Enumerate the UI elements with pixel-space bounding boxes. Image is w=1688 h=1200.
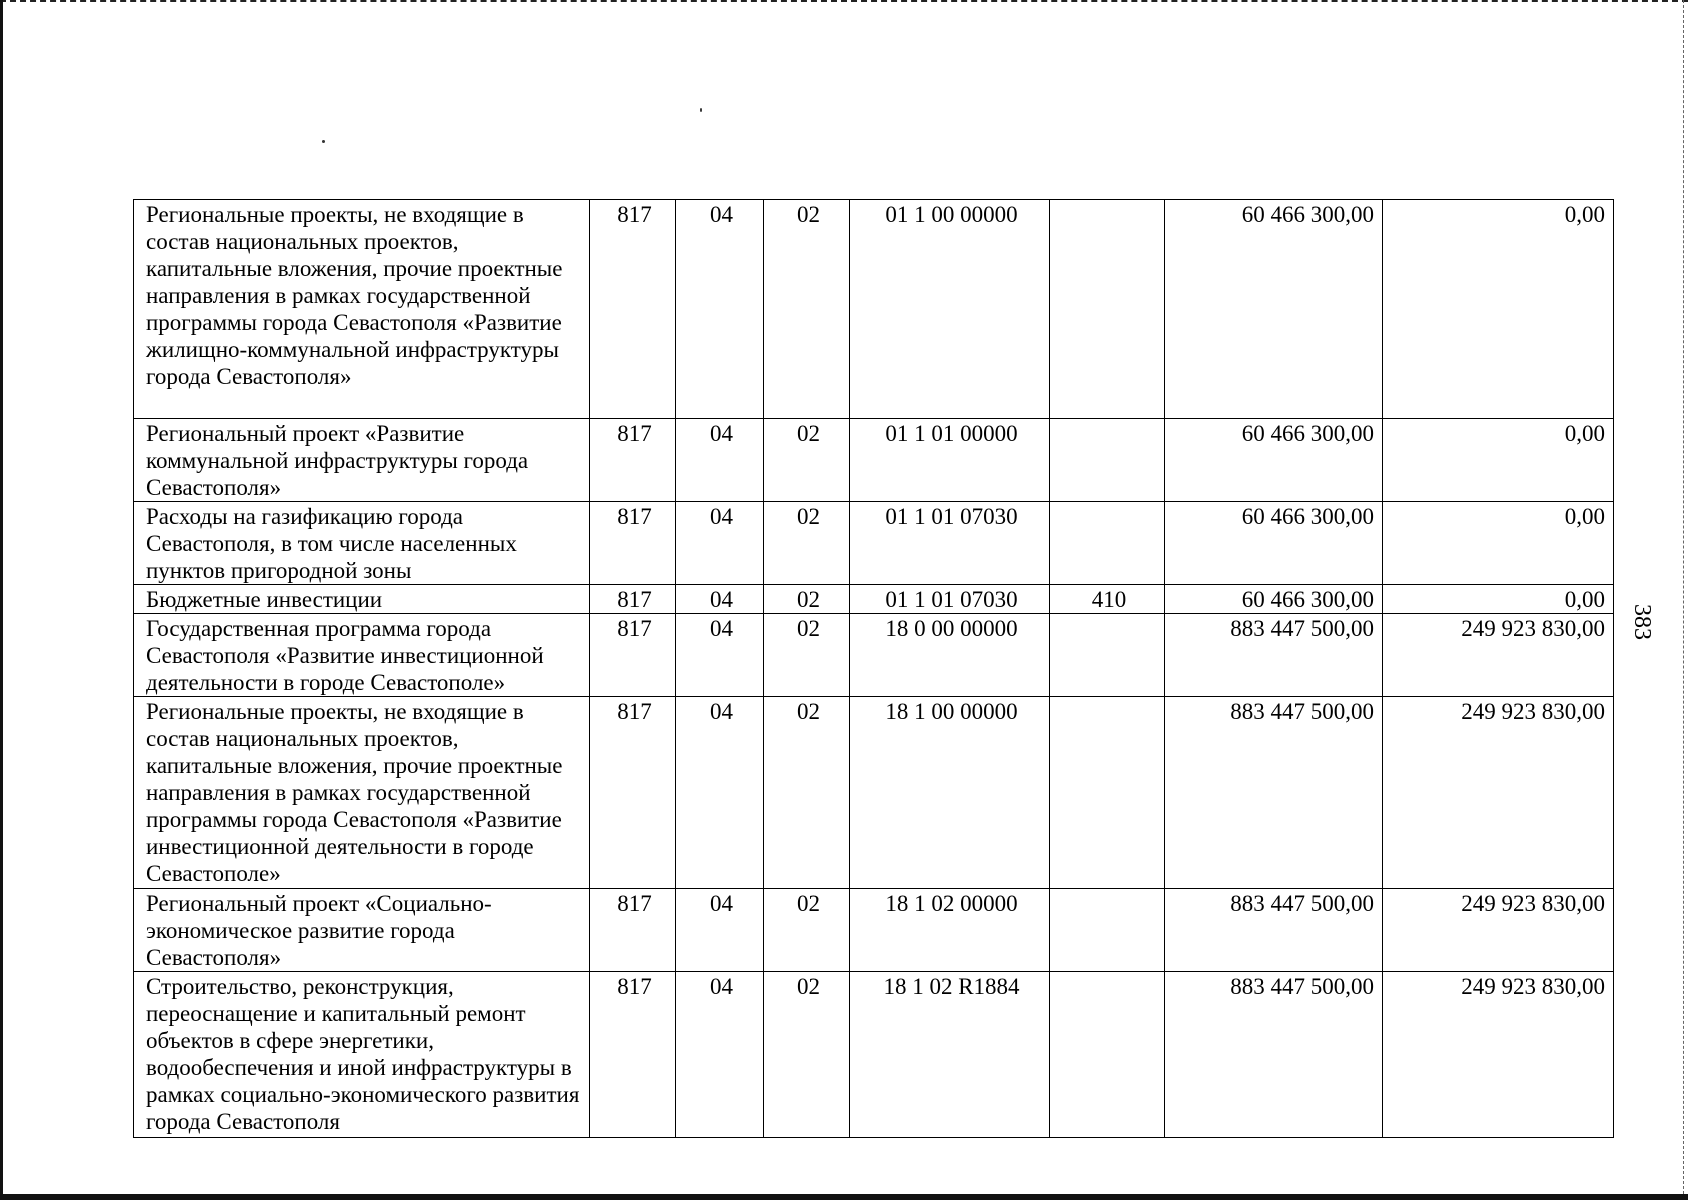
subsection-code: 02 xyxy=(764,889,850,972)
section-code: 04 xyxy=(676,502,764,585)
table-row xyxy=(134,614,1614,697)
table-row xyxy=(134,972,1614,1138)
ministry-code: 817 xyxy=(590,502,676,585)
expense-type xyxy=(1050,697,1165,889)
subsection-code: 02 xyxy=(764,200,850,419)
subsection-code: 02 xyxy=(764,972,850,1138)
section-code: 04 xyxy=(676,614,764,697)
ministry-code: 817 xyxy=(590,200,676,419)
ministry-code: 817 xyxy=(590,697,676,889)
expense-type xyxy=(1050,502,1165,585)
target-article: 01 1 01 07030 xyxy=(850,502,1050,585)
target-article: 01 1 01 07030 xyxy=(850,585,1050,614)
scan-border-right xyxy=(1683,0,1684,1194)
amount-2: 0,00 xyxy=(1383,419,1614,502)
scan-speck xyxy=(322,140,325,143)
section-code: 04 xyxy=(676,889,764,972)
amount-2: 0,00 xyxy=(1383,585,1614,614)
table-row xyxy=(134,697,1614,889)
amount-1: 883 447 500,00 xyxy=(1165,697,1383,889)
scan-border-top xyxy=(0,0,1688,2)
budget-table xyxy=(133,199,1614,1138)
target-article: 01 1 01 00000 xyxy=(850,419,1050,502)
section-code: 04 xyxy=(676,200,764,419)
expense-type xyxy=(1050,200,1165,419)
subsection-code: 02 xyxy=(764,419,850,502)
amount-1: 883 447 500,00 xyxy=(1165,889,1383,972)
amount-1: 60 466 300,00 xyxy=(1165,200,1383,419)
ministry-code: 817 xyxy=(590,972,676,1138)
amount-2: 249 923 830,00 xyxy=(1383,972,1614,1138)
amount-2: 0,00 xyxy=(1383,502,1614,585)
expense-name: Региональные проекты, не входящие в состав национальных проектов, капитальные вложения, прочие проектные направления в рамках государственной программы города Севастополя «Развитие инвестиционной деятельности в городе Севастополе» xyxy=(134,697,590,889)
ministry-code: 817 xyxy=(590,585,676,614)
scan-border-bottom xyxy=(0,1194,1688,1200)
target-article: 01 1 00 00000 xyxy=(850,200,1050,419)
subsection-code: 02 xyxy=(764,585,850,614)
amount-1: 60 466 300,00 xyxy=(1165,419,1383,502)
table-row xyxy=(134,889,1614,972)
table-row xyxy=(134,585,1614,614)
amount-2: 0,00 xyxy=(1383,200,1614,419)
scan-border-left xyxy=(0,0,3,1200)
expense-name: Региональный проект «Социально-экономическое развитие города Севастополя» xyxy=(134,889,590,972)
subsection-code: 02 xyxy=(764,697,850,889)
expense-name: Бюджетные инвестиции xyxy=(134,585,590,614)
ministry-code: 817 xyxy=(590,419,676,502)
subsection-code: 02 xyxy=(764,502,850,585)
target-article: 18 1 02 00000 xyxy=(850,889,1050,972)
page-number: 383 xyxy=(1629,604,1655,640)
expense-type: 410 xyxy=(1050,585,1165,614)
amount-1: 60 466 300,00 xyxy=(1165,585,1383,614)
amount-2: 249 923 830,00 xyxy=(1383,614,1614,697)
expense-name: Региональный проект «Развитие коммунальной инфраструктуры города Севастополя» xyxy=(134,419,590,502)
target-article: 18 1 00 00000 xyxy=(850,697,1050,889)
expense-name: Региональные проекты, не входящие в состав национальных проектов, капитальные вложения, прочие проектные направления в рамках государственной программы города Севастополя «Развитие жилищно-коммунальной инфраструктуры города Севастополя» xyxy=(134,200,590,419)
expense-type xyxy=(1050,614,1165,697)
amount-2: 249 923 830,00 xyxy=(1383,697,1614,889)
expense-name: Государственная программа города Севастополя «Развитие инвестиционной деятельности в городе Севастополе» xyxy=(134,614,590,697)
expense-type xyxy=(1050,419,1165,502)
subsection-code: 02 xyxy=(764,614,850,697)
section-code: 04 xyxy=(676,419,764,502)
expense-type xyxy=(1050,889,1165,972)
target-article: 18 0 00 00000 xyxy=(850,614,1050,697)
expense-name: Расходы на газификацию города Севастополя, в том числе населенных пунктов пригородной зоны xyxy=(134,502,590,585)
section-code: 04 xyxy=(676,697,764,889)
amount-1: 883 447 500,00 xyxy=(1165,614,1383,697)
expense-type xyxy=(1050,972,1165,1138)
section-code: 04 xyxy=(676,972,764,1138)
section-code: 04 xyxy=(676,585,764,614)
amount-1: 60 466 300,00 xyxy=(1165,502,1383,585)
expense-name: Строительство, реконструкция, переоснащение и капитальный ремонт объектов в сфере энергетики, водообеспечения и иной инфраструктуры в рамках социально-экономического развития города Севастополя xyxy=(134,972,590,1138)
scan-speck xyxy=(700,108,702,112)
ministry-code: 817 xyxy=(590,889,676,972)
table-row xyxy=(134,419,1614,502)
table-row xyxy=(134,200,1614,419)
table-row xyxy=(134,502,1614,585)
ministry-code: 817 xyxy=(590,614,676,697)
target-article: 18 1 02 R1884 xyxy=(850,972,1050,1138)
amount-2: 249 923 830,00 xyxy=(1383,889,1614,972)
amount-1: 883 447 500,00 xyxy=(1165,972,1383,1138)
